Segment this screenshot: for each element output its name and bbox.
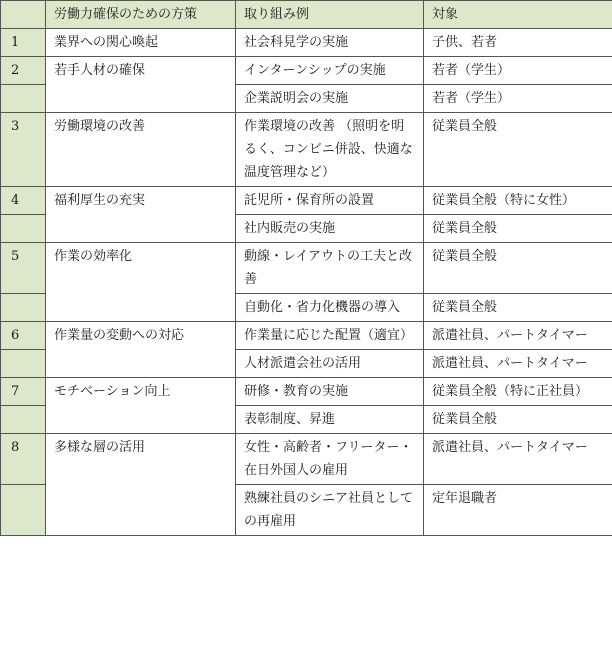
target-cell: 若者（学生） [424,85,612,113]
measure-cell: 労働環境の改善 [46,113,236,187]
header-target: 対象 [424,1,612,29]
example-cell: 動線・レイアウトの工夫と改善 [236,243,424,294]
target-cell: 従業員全般 [424,215,612,243]
table-row [1,378,612,406]
measure-cell: 若手人材の確保 [46,57,236,113]
row-number: 7 [1,378,46,406]
target-cell: 従業員全般 [424,113,612,187]
target-cell: 派遣社員、パートタイマー [424,434,612,485]
table-row [1,187,612,215]
row-number-spacer [1,350,46,378]
row-number-spacer [1,85,46,113]
row-number: 5 [1,243,46,294]
row-number: 4 [1,187,46,215]
row-number-spacer [1,215,46,243]
row-number: 1 [1,29,46,57]
target-cell: 派遣社員、パートタイマー [424,322,612,350]
example-cell: 託児所・保育所の設置 [236,187,424,215]
row-number-spacer [1,406,46,434]
row-number: 2 [1,57,46,85]
target-cell: 子供、若者 [424,29,612,57]
example-cell: 熟練社員のシニア社員としての再雇用 [236,485,424,536]
example-cell: 女性・高齢者・フリーター・在日外国人の雇用 [236,434,424,485]
header-number [1,1,46,29]
example-cell: 自動化・省力化機器の導入 [236,294,424,322]
example-cell: 社会科見学の実施 [236,29,424,57]
measure-cell: 業界への関心喚起 [46,29,236,57]
example-cell: 表彰制度、昇進 [236,406,424,434]
header-measure: 労働力確保のための方策 [46,1,236,29]
measure-cell: モチベーション向上 [46,378,236,434]
example-cell: 社内販売の実施 [236,215,424,243]
row-number-spacer [1,485,46,536]
header-example: 取り組み例 [236,1,424,29]
measure-cell: 作業の効率化 [46,243,236,322]
target-cell: 従業員全般（特に女性） [424,187,612,215]
measure-cell: 多様な層の活用 [46,434,236,536]
table-row [1,29,612,57]
row-number: 6 [1,322,46,350]
example-cell: 企業説明会の実施 [236,85,424,113]
target-cell: 従業員全般 [424,406,612,434]
header-row [1,1,612,29]
measure-cell: 福利厚生の充実 [46,187,236,243]
row-number: 8 [1,434,46,485]
target-cell: 派遣社員、パートタイマー [424,350,612,378]
example-cell: 人材派遣会社の活用 [236,350,424,378]
table-row [1,322,612,350]
target-cell: 定年退職者 [424,485,612,536]
target-cell: 若者（学生） [424,57,612,85]
table-row [1,57,612,85]
row-number-spacer [1,294,46,322]
row-number: 3 [1,113,46,187]
target-cell: 従業員全般（特に正社員） [424,378,612,406]
table-row [1,434,612,485]
example-cell: 作業量に応じた配置（適宜） [236,322,424,350]
example-cell: 作業環境の改善 （照明を明るく、コンビニ併設、快適な温度管理など） [236,113,424,187]
example-cell: 研修・教育の実施 [236,378,424,406]
example-cell: インターンシップの実施 [236,57,424,85]
table-row [1,113,612,187]
measure-cell: 作業量の変動への対応 [46,322,236,378]
table-row [1,243,612,294]
target-cell: 従業員全般 [424,243,612,294]
target-cell: 従業員全般 [424,294,612,322]
